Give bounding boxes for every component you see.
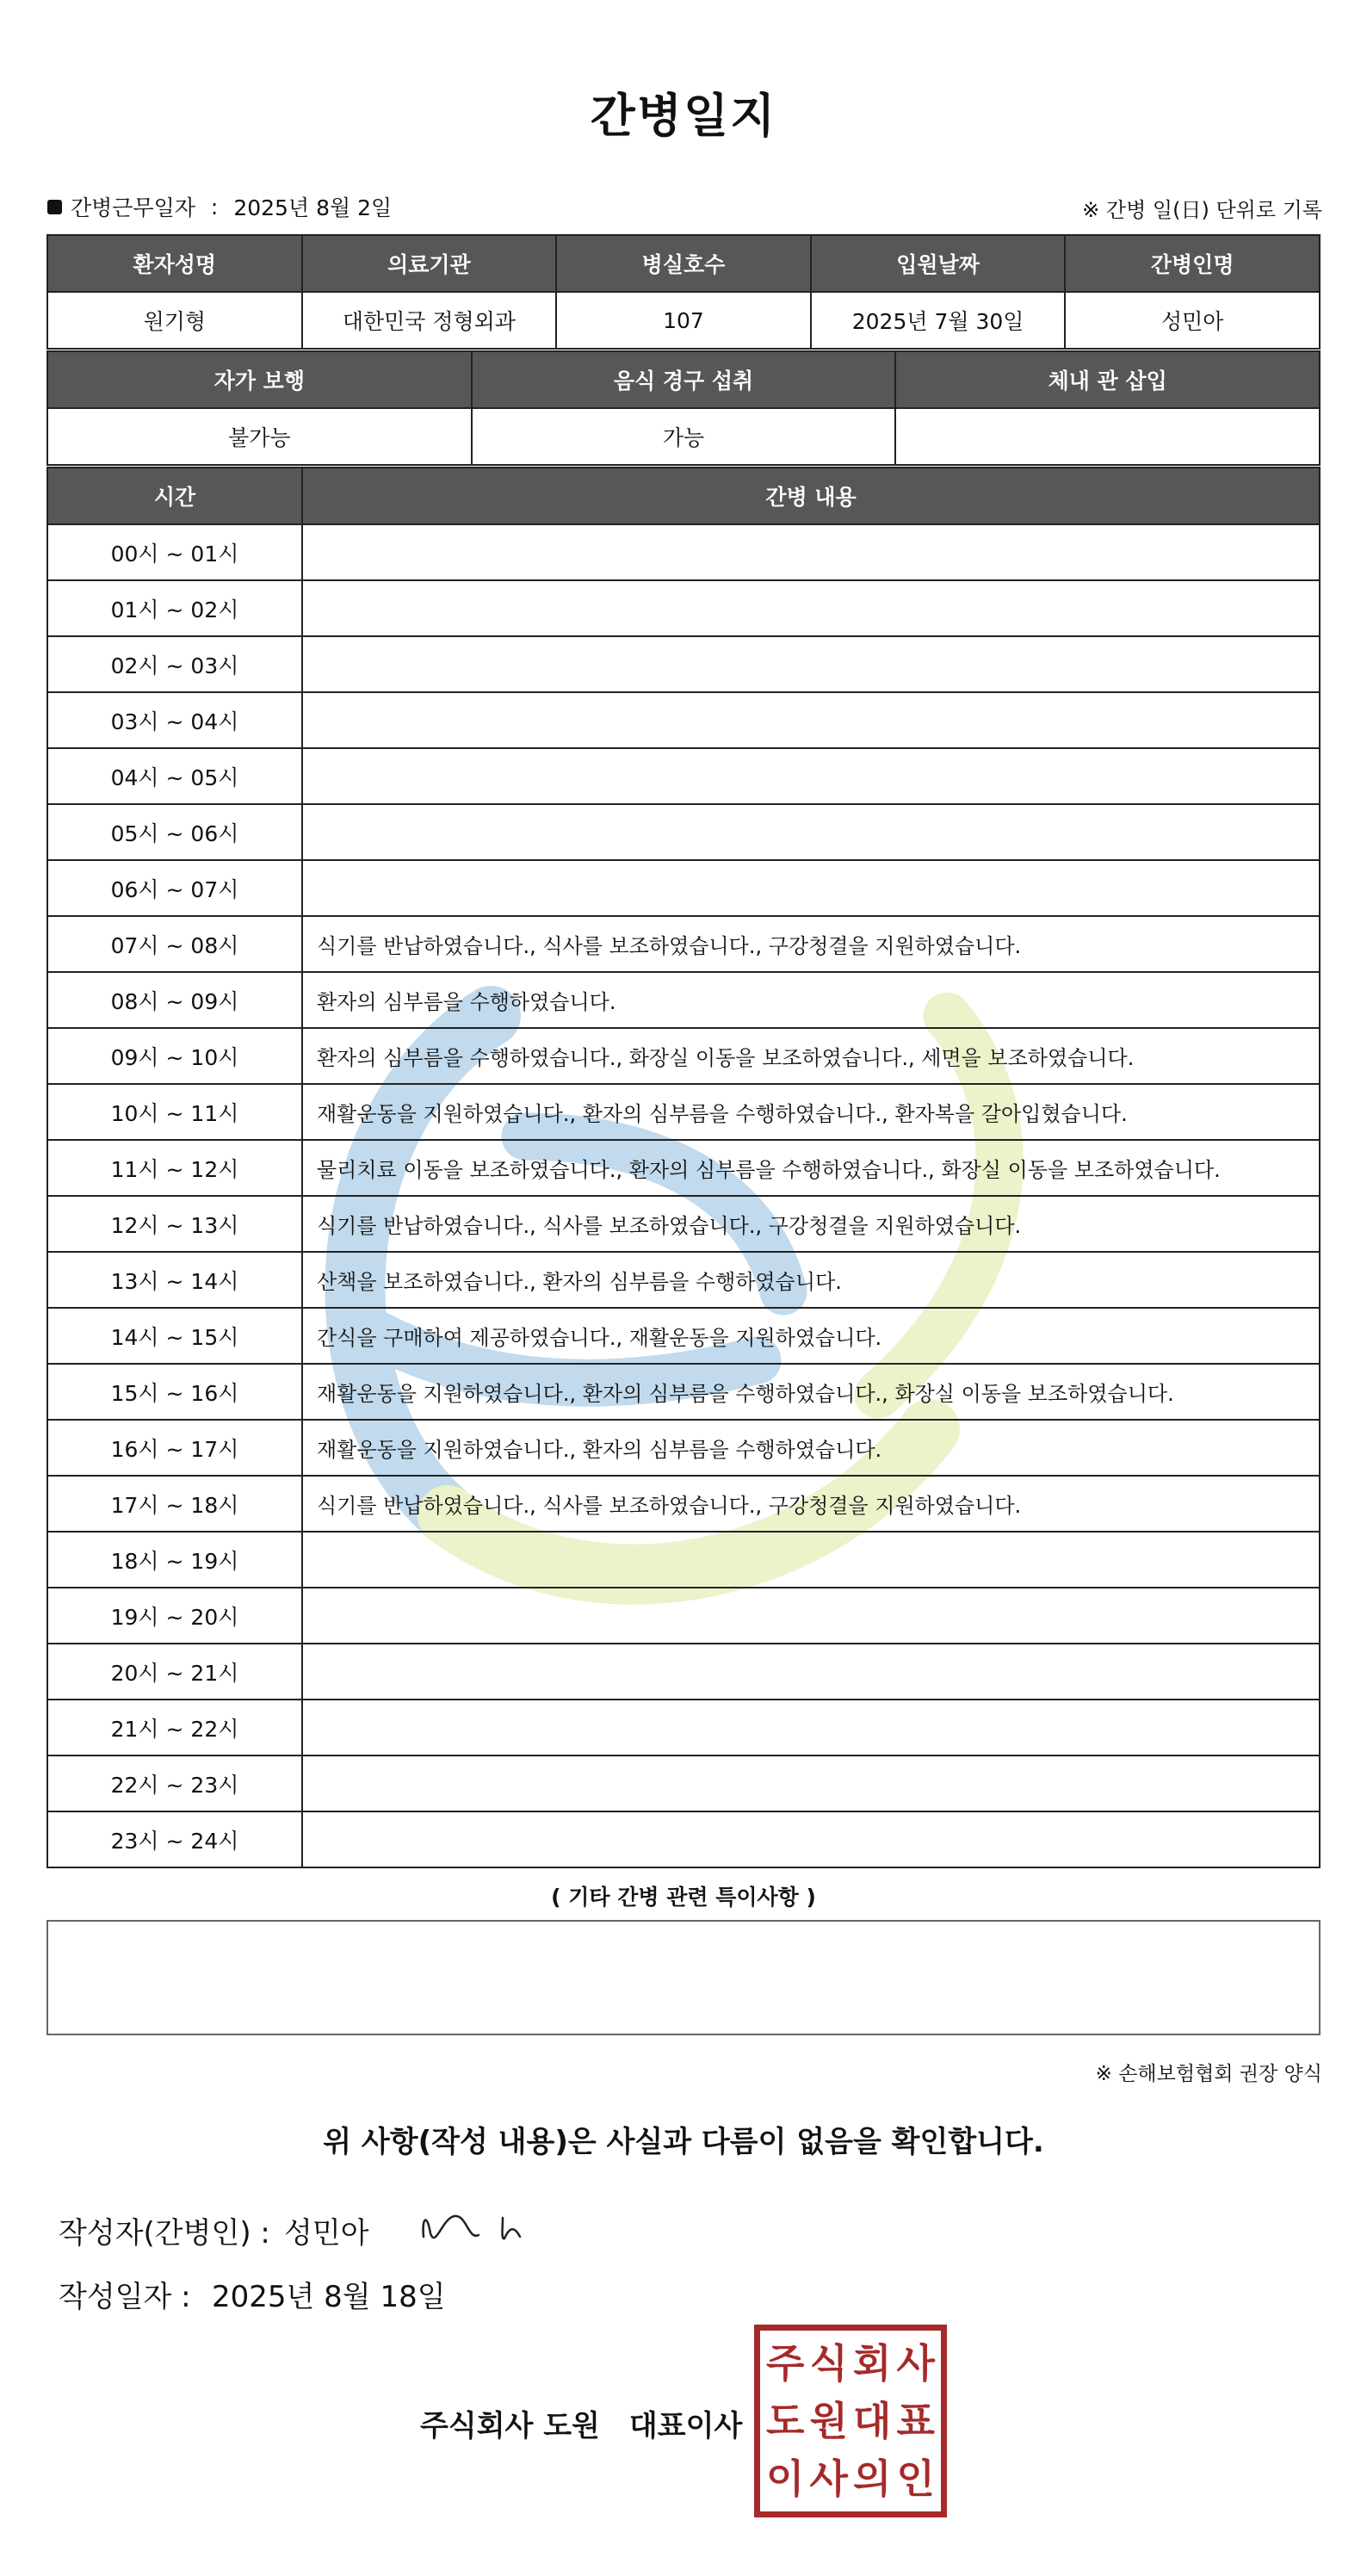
log-row bbox=[47, 804, 1320, 860]
log-time: 02시 ~ 03시 bbox=[47, 636, 302, 692]
log-content bbox=[302, 1756, 1320, 1811]
writer-name: 성민아 bbox=[284, 2216, 369, 2251]
seal-char: 사 bbox=[896, 2339, 935, 2387]
log-content: 식기를 반납하였습니다., 식사를 보조하였습니다., 구강청결을 지원하였습니다. bbox=[302, 1476, 1320, 1532]
log-content bbox=[302, 1700, 1320, 1756]
log-time: 05시 ~ 06시 bbox=[47, 804, 302, 860]
bullet-square-icon bbox=[47, 200, 62, 214]
log-time: 22시 ~ 23시 bbox=[47, 1756, 302, 1811]
log-time: 00시 ~ 01시 bbox=[47, 524, 302, 580]
form-source-note: ※ 손해보험협회 권장 양식 bbox=[1095, 2063, 1322, 2085]
log-row bbox=[47, 636, 1320, 692]
log-time: 08시 ~ 09시 bbox=[47, 972, 302, 1028]
log-content bbox=[302, 804, 1320, 860]
log-content: 물리치료 이동을 보조하였습니다., 환자의 심부름을 수행하였습니다., 화장실 이동을 보조하였습니다. bbox=[302, 1140, 1320, 1196]
log-row bbox=[47, 1364, 1320, 1420]
header-self-walking: 자가 보행 bbox=[47, 351, 472, 408]
seal-char: 이 bbox=[766, 2455, 805, 2503]
header-room: 병실호수 bbox=[556, 235, 811, 292]
log-time: 09시 ~ 10시 bbox=[47, 1028, 302, 1084]
log-time: 07시 ~ 08시 bbox=[47, 916, 302, 972]
log-time: 23시 ~ 24시 bbox=[47, 1811, 302, 1867]
log-time: 19시 ~ 20시 bbox=[47, 1588, 302, 1644]
log-row bbox=[47, 916, 1320, 972]
log-row bbox=[47, 748, 1320, 804]
log-row bbox=[47, 1196, 1320, 1252]
log-time: 15시 ~ 16시 bbox=[47, 1364, 302, 1420]
log-content bbox=[302, 580, 1320, 636]
write-date-label: 작성일자 : bbox=[59, 2280, 191, 2314]
log-content bbox=[302, 692, 1320, 748]
write-date-value: 2025년 8월 18일 bbox=[212, 2280, 446, 2314]
seal-char: 식 bbox=[809, 2339, 848, 2387]
header-time: 시간 bbox=[47, 468, 302, 524]
special-notes-title: ( 기타 간병 관련 특이사항 ) bbox=[551, 1885, 816, 1910]
log-content bbox=[302, 748, 1320, 804]
log-time: 11시 ~ 12시 bbox=[47, 1140, 302, 1196]
log-content: 환자의 심부름을 수행하였습니다., 화장실 이동을 보조하였습니다., 세면을 보조하였습니다. bbox=[302, 1028, 1320, 1084]
caregiver-name: 성민아 bbox=[1065, 292, 1320, 349]
header-caregiver-name: 간병인명 bbox=[1065, 235, 1320, 292]
log-row bbox=[47, 1308, 1320, 1364]
log-row bbox=[47, 524, 1320, 580]
seal-char: 회 bbox=[853, 2339, 892, 2387]
header-hospital: 의료기관 bbox=[302, 235, 557, 292]
log-row bbox=[47, 1252, 1320, 1308]
log-content: 환자의 심부름을 수행하였습니다. bbox=[302, 972, 1320, 1028]
company-signoff bbox=[420, 2402, 742, 2444]
handwritten-signature bbox=[417, 2201, 546, 2252]
header-patient-name: 환자성명 bbox=[47, 235, 302, 292]
log-time: 04시 ~ 05시 bbox=[47, 748, 302, 804]
patient-name: 원기형 bbox=[47, 292, 302, 349]
log-content: 산책을 보조하였습니다., 환자의 심부름을 수행하였습니다. bbox=[302, 1252, 1320, 1308]
tube-insertion-value bbox=[895, 408, 1320, 465]
oral-intake-value: 가능 bbox=[472, 408, 896, 465]
company-seal-stamp bbox=[754, 2325, 947, 2517]
log-time: 10시 ~ 11시 bbox=[47, 1084, 302, 1140]
header-oral-intake: 음식 경구 섭취 bbox=[472, 351, 896, 408]
writer-label: 작성자(간병인) : bbox=[59, 2216, 270, 2251]
log-row bbox=[47, 860, 1320, 916]
log-content bbox=[302, 860, 1320, 916]
log-time: 18시 ~ 19시 bbox=[47, 1532, 302, 1588]
log-row bbox=[47, 1140, 1320, 1196]
log-row bbox=[47, 580, 1320, 636]
log-time: 01시 ~ 02시 bbox=[47, 580, 302, 636]
log-content bbox=[302, 524, 1320, 580]
log-content bbox=[302, 636, 1320, 692]
log-row bbox=[47, 1532, 1320, 1588]
seal-char: 도 bbox=[766, 2397, 805, 2444]
header-tube-insertion: 체내 관 삽입 bbox=[895, 351, 1320, 408]
hospital: 대한민국 정형외과 bbox=[302, 292, 557, 349]
log-row bbox=[47, 1420, 1320, 1476]
log-content: 식기를 반납하였습니다., 식사를 보조하였습니다., 구강청결을 지원하였습니다. bbox=[302, 916, 1320, 972]
seal-char: 주 bbox=[766, 2339, 805, 2387]
seal-char: 표 bbox=[896, 2397, 935, 2444]
seal-char: 인 bbox=[896, 2455, 935, 2503]
patient-info-table bbox=[46, 234, 1321, 350]
self-walking-value: 불가능 bbox=[47, 408, 472, 465]
log-content bbox=[302, 1588, 1320, 1644]
admission-date: 2025년 7월 30일 bbox=[811, 292, 1066, 349]
log-content: 재활운동을 지원하였습니다., 환자의 심부름을 수행하였습니다. bbox=[302, 1420, 1320, 1476]
work-date-value: 2025년 8월 2일 bbox=[233, 195, 393, 220]
company-name: 주식회사 도원 bbox=[420, 2409, 600, 2443]
log-time: 20시 ~ 21시 bbox=[47, 1644, 302, 1700]
confirmation-statement: 위 사항(작성 내용)은 사실과 다름이 없음을 확인합니다. bbox=[323, 2125, 1044, 2159]
log-time: 13시 ~ 14시 bbox=[47, 1252, 302, 1308]
header-care-content: 간병 내용 bbox=[302, 468, 1320, 524]
write-date-line bbox=[59, 2273, 446, 2315]
log-row bbox=[47, 1084, 1320, 1140]
work-date-line bbox=[47, 191, 392, 222]
log-row bbox=[47, 1811, 1320, 1867]
seal-char: 사 bbox=[809, 2455, 848, 2503]
log-content: 재활운동을 지원하였습니다., 환자의 심부름을 수행하였습니다., 환자복을 갈아입혔습니다. bbox=[302, 1084, 1320, 1140]
log-time: 21시 ~ 22시 bbox=[47, 1700, 302, 1756]
day-unit-note: ※ 간병 일(日) 단위로 기록 bbox=[1082, 198, 1322, 222]
work-date-label: 간병근무일자 bbox=[71, 195, 195, 220]
log-time: 12시 ~ 13시 bbox=[47, 1196, 302, 1252]
work-date-separator: : bbox=[210, 194, 219, 220]
log-content: 재활운동을 지원하였습니다., 환자의 심부름을 수행하였습니다., 화장실 이동을 보조하였습니다. bbox=[302, 1364, 1320, 1420]
log-row bbox=[47, 972, 1320, 1028]
header-admission-date: 입원날짜 bbox=[811, 235, 1066, 292]
patient-status-table bbox=[46, 350, 1321, 466]
log-row bbox=[47, 1756, 1320, 1811]
room-number: 107 bbox=[556, 292, 811, 349]
company-role: 대표이사 bbox=[628, 2409, 743, 2443]
seal-char: 의 bbox=[853, 2455, 892, 2503]
log-row bbox=[47, 692, 1320, 748]
seal-char: 원 bbox=[809, 2397, 848, 2444]
document-title: 간병일지 bbox=[590, 89, 777, 143]
log-content: 간식을 구매하여 제공하였습니다., 재활운동을 지원하였습니다. bbox=[302, 1308, 1320, 1364]
log-row bbox=[47, 1700, 1320, 1756]
log-row bbox=[47, 1476, 1320, 1532]
log-time: 17시 ~ 18시 bbox=[47, 1476, 302, 1532]
log-content bbox=[302, 1811, 1320, 1867]
log-row bbox=[47, 1028, 1320, 1084]
log-row bbox=[47, 1644, 1320, 1700]
log-time: 14시 ~ 15시 bbox=[47, 1308, 302, 1364]
log-content bbox=[302, 1644, 1320, 1700]
log-row bbox=[47, 1588, 1320, 1644]
log-time: 06시 ~ 07시 bbox=[47, 860, 302, 916]
log-content: 식기를 반납하였습니다., 식사를 보조하였습니다., 구강청결을 지원하였습니다. bbox=[302, 1196, 1320, 1252]
log-content bbox=[302, 1532, 1320, 1588]
special-notes-box bbox=[46, 1920, 1321, 2035]
care-log-table bbox=[46, 467, 1321, 1868]
log-time: 16시 ~ 17시 bbox=[47, 1420, 302, 1476]
writer-line bbox=[59, 2209, 369, 2251]
seal-char: 대 bbox=[853, 2397, 892, 2444]
log-time: 03시 ~ 04시 bbox=[47, 692, 302, 748]
